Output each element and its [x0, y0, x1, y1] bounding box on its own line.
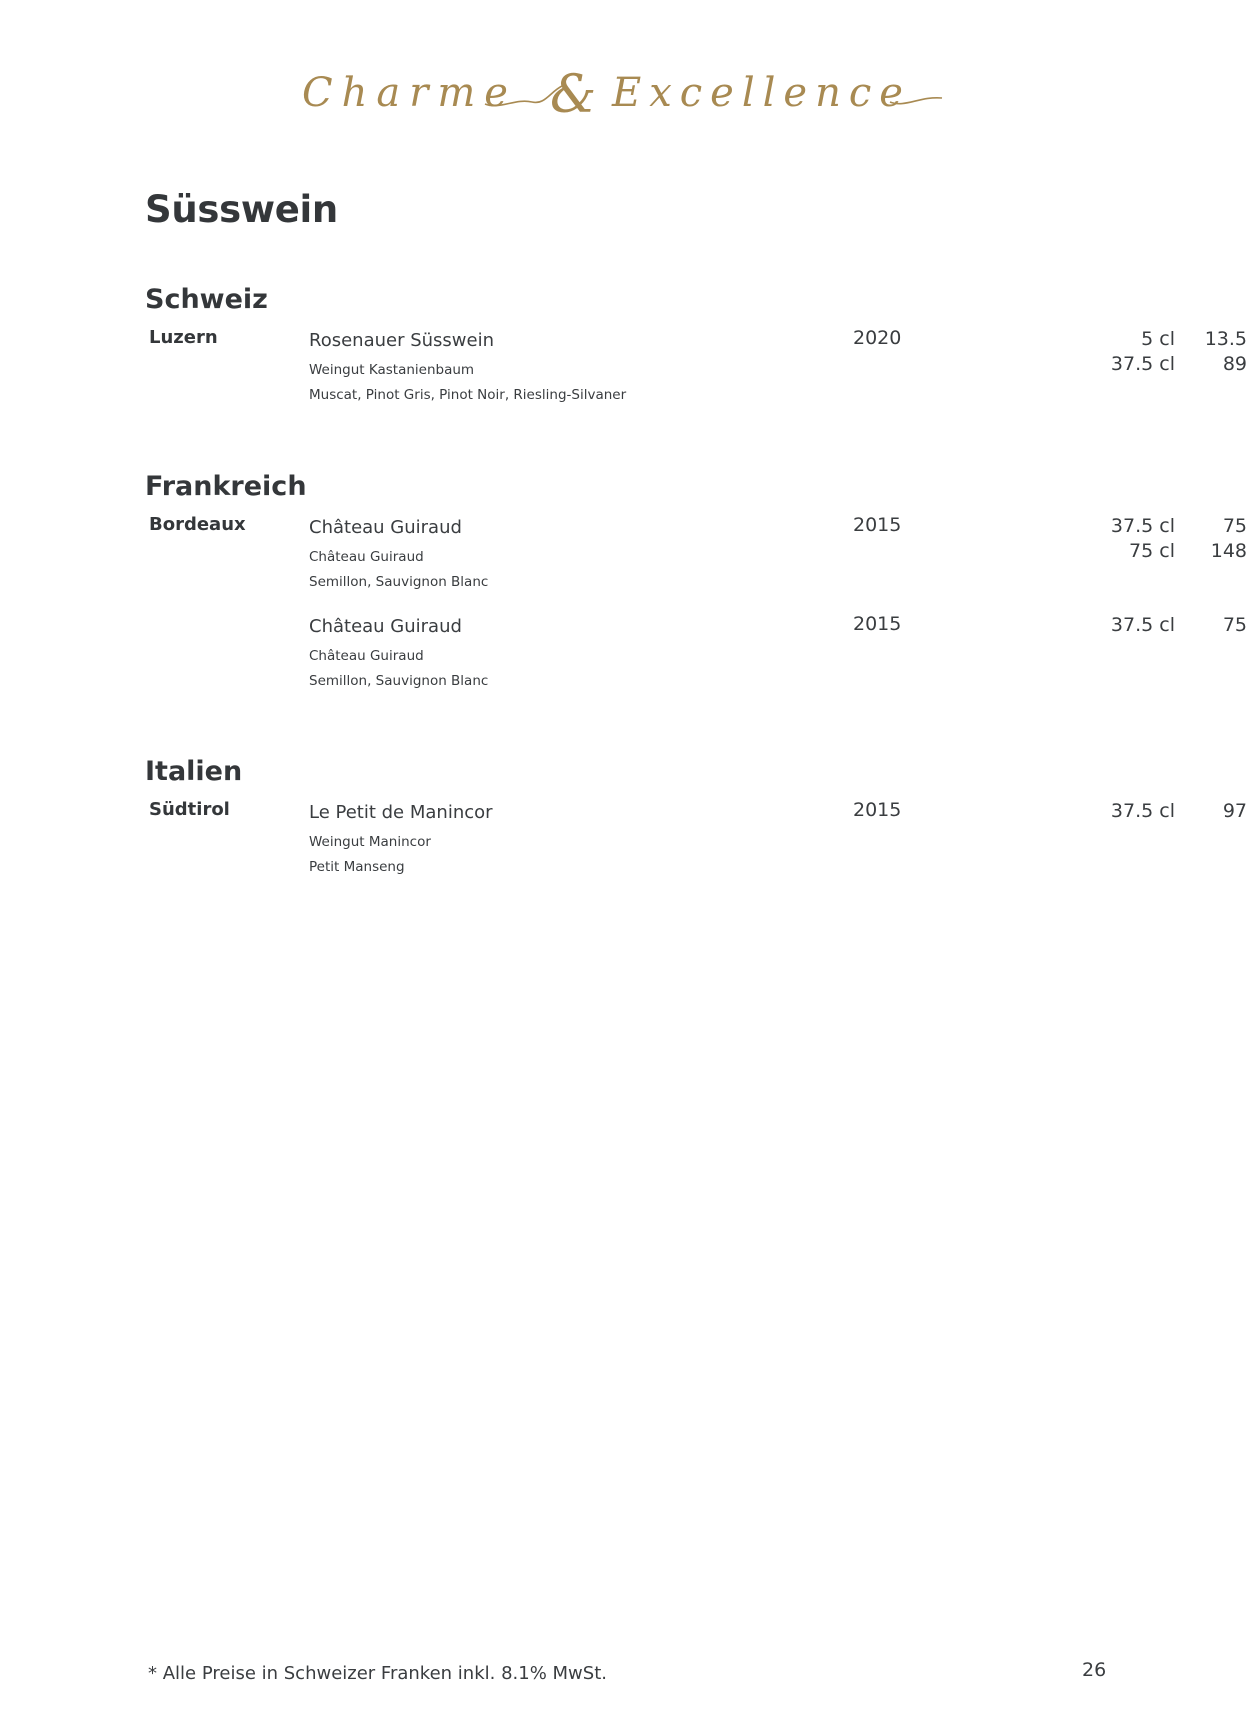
- svg-text:Excellence: Excellence: [612, 70, 911, 116]
- wine-entry: [145, 796, 1247, 895]
- country-heading: Italien: [145, 756, 243, 787]
- grape-varieties: Muscat, Pinot Gris, Pinot Noir, Riesling-Silvaner: [309, 387, 627, 403]
- section-frankreich: [145, 463, 1247, 709]
- wine-entry: [145, 610, 1247, 709]
- price-value: 148: [1210, 540, 1247, 562]
- price-list: [945, 613, 1247, 638]
- wine-name: Château Guiraud: [309, 517, 462, 538]
- grape-varieties: Petit Manseng: [309, 859, 405, 875]
- wine-entry: [145, 511, 1247, 610]
- price-list: [945, 514, 1247, 564]
- price-list: [945, 327, 1247, 377]
- producer-name: Weingut Kastanienbaum: [309, 362, 475, 378]
- bottle-size: 37.5 cl: [1110, 614, 1175, 636]
- wine-name: Château Guiraud: [309, 616, 462, 637]
- brand-logo: [300, 62, 950, 132]
- page-title: Süsswein: [145, 188, 338, 231]
- footer-price-note: * Alle Preise in Schweizer Franken inkl. 8.1% MwSt.: [148, 1663, 607, 1684]
- price-value: 97: [1222, 800, 1247, 822]
- wine-name: Rosenauer Süsswein: [309, 330, 495, 351]
- vintage-year: 2015: [853, 613, 902, 635]
- bottle-size: 37.5 cl: [1110, 515, 1175, 537]
- vintage-year: 2015: [853, 799, 902, 821]
- svg-text:&: &: [550, 65, 597, 125]
- price-row: [945, 514, 1247, 539]
- vintage-year: 2020: [853, 327, 902, 349]
- price-value: 75: [1222, 614, 1247, 636]
- wine-name: Le Petit de Manincor: [309, 802, 493, 823]
- grape-varieties: Semillon, Sauvignon Blanc: [309, 574, 489, 590]
- page-number: 26: [1082, 1659, 1107, 1681]
- price-row: [945, 539, 1247, 564]
- price-row: [945, 327, 1247, 352]
- bottle-size: 37.5 cl: [1110, 800, 1175, 822]
- price-row: [945, 613, 1247, 638]
- producer-name: Château Guiraud: [309, 549, 424, 565]
- price-row: [945, 799, 1247, 824]
- svg-text:Charme: Charme: [302, 70, 517, 116]
- producer-name: Château Guiraud: [309, 648, 424, 664]
- price-value: 89: [1222, 353, 1247, 375]
- price-value: 13.5: [1204, 328, 1247, 350]
- producer-name: Weingut Manincor: [309, 834, 431, 850]
- vintage-year: 2015: [853, 514, 902, 536]
- bottle-size: 75 cl: [1129, 540, 1175, 562]
- price-row: [945, 352, 1247, 377]
- region-label: Luzern: [149, 327, 218, 348]
- grape-varieties: Semillon, Sauvignon Blanc: [309, 673, 489, 689]
- price-list: [945, 799, 1247, 824]
- section-schweiz: [145, 276, 1247, 423]
- section-italien: [145, 748, 1247, 895]
- brand-logo-graphic: [300, 62, 950, 132]
- region-label: Südtirol: [149, 799, 230, 820]
- country-heading: Frankreich: [145, 471, 307, 502]
- region-label: Bordeaux: [149, 514, 246, 535]
- wine-entry: [145, 324, 1247, 423]
- country-heading: Schweiz: [145, 284, 268, 315]
- price-value: 75: [1222, 515, 1247, 537]
- bottle-size: 5 cl: [1141, 328, 1175, 350]
- bottle-size: 37.5 cl: [1110, 353, 1175, 375]
